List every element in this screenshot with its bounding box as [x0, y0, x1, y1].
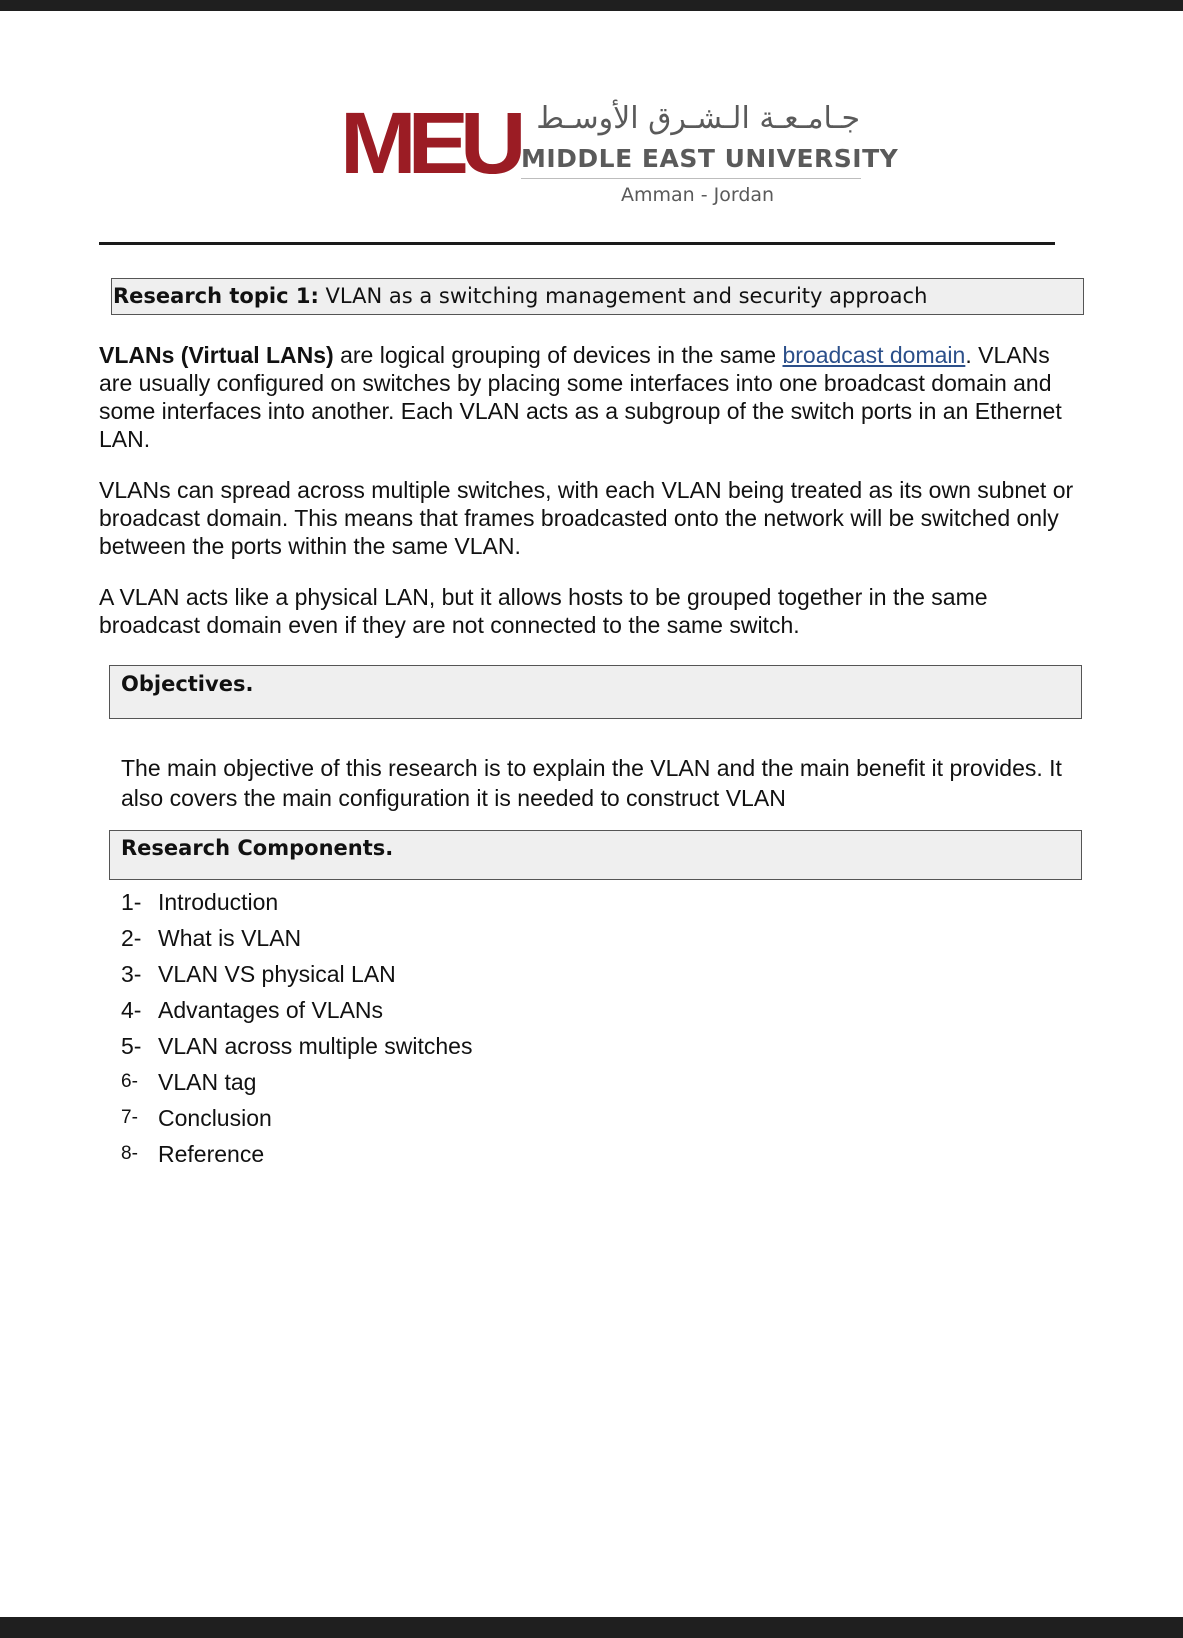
logo-mark: MEU [340, 95, 518, 193]
list-item-label: VLAN VS physical LAN [158, 961, 396, 987]
list-item-label: Introduction [158, 889, 279, 915]
list-item-number: 7- [121, 1107, 138, 1128]
logo-city: Amman - Jordan [621, 184, 775, 206]
list-item [121, 1136, 472, 1172]
logo-english-name: MIDDLE EAST UNIVERSITY [521, 144, 899, 173]
list-item-number: 3- [121, 961, 142, 987]
header-rule [99, 242, 1055, 245]
research-topic-label: Research topic 1: [113, 284, 319, 308]
list-item-number: 8- [121, 1143, 138, 1164]
list-item-label: What is VLAN [158, 925, 302, 951]
components-list [121, 884, 472, 1172]
objectives-heading-box [109, 665, 1082, 719]
list-item-number: 4- [121, 997, 142, 1023]
components-heading-box [109, 830, 1082, 880]
vlan-term: VLANs (Virtual LANs) [99, 342, 334, 368]
list-item [121, 920, 472, 956]
intro-paragraph-1 [99, 341, 1079, 453]
list-item [121, 1100, 472, 1136]
intro-paragraph-3: A VLAN acts like a physical LAN, but it allows hosts to be grouped together in the same broadcast domain even if they are not connected to the same switch. [99, 584, 988, 638]
bottom-bar [0, 1617, 1183, 1638]
university-logo [340, 95, 899, 210]
list-item [121, 956, 472, 992]
objectives-text: The main objective of this research is to explain the VLAN and the main benefit it provides. It also covers the main configuration it is needed to construct VLAN [121, 755, 1062, 811]
list-item-number: 5- [121, 1033, 142, 1059]
top-bar [0, 0, 1183, 11]
list-item-label: Conclusion [158, 1105, 272, 1131]
intro-paragraph-2: VLANs can spread across multiple switches, with each VLAN being treated as its own subnet or broadcast domain. This means that frames broadcasted onto the network will be switched only between the ports within the same VLAN. [99, 477, 1074, 559]
list-item-label: Reference [158, 1141, 265, 1167]
list-item-label: Advantages of VLANs [158, 997, 384, 1023]
list-item-number: 2- [121, 925, 142, 951]
research-topic-box [111, 278, 1084, 315]
list-item [121, 884, 472, 920]
list-item-label: VLAN tag [158, 1069, 257, 1095]
research-topic-text: VLAN as a switching management and security approach [325, 284, 928, 308]
list-item [121, 992, 472, 1028]
list-item [121, 1028, 472, 1064]
components-heading: Research Components. [121, 836, 394, 860]
logo-arabic-name: جـامـعـة الـشـرق الأوسـط [536, 101, 860, 136]
list-item-number: 6- [121, 1071, 138, 1092]
intro-p1-text-a: are logical grouping of devices in the same [333, 342, 783, 368]
list-item-number: 1- [121, 889, 142, 915]
list-item-label: VLAN across multiple switches [158, 1033, 473, 1059]
logo-divider [521, 178, 861, 179]
broadcast-domain-link[interactable]: broadcast domain [782, 342, 966, 368]
list-item [121, 1064, 472, 1100]
intro-p1-text-b: . VLANs are usually configured on switches by placing some interfaces into one broadcast domain and some interfaces into another. Each VLAN acts as a subgroup of the switch ports in an Ethernet LAN. [99, 342, 1062, 452]
objectives-heading: Objectives. [121, 672, 254, 696]
